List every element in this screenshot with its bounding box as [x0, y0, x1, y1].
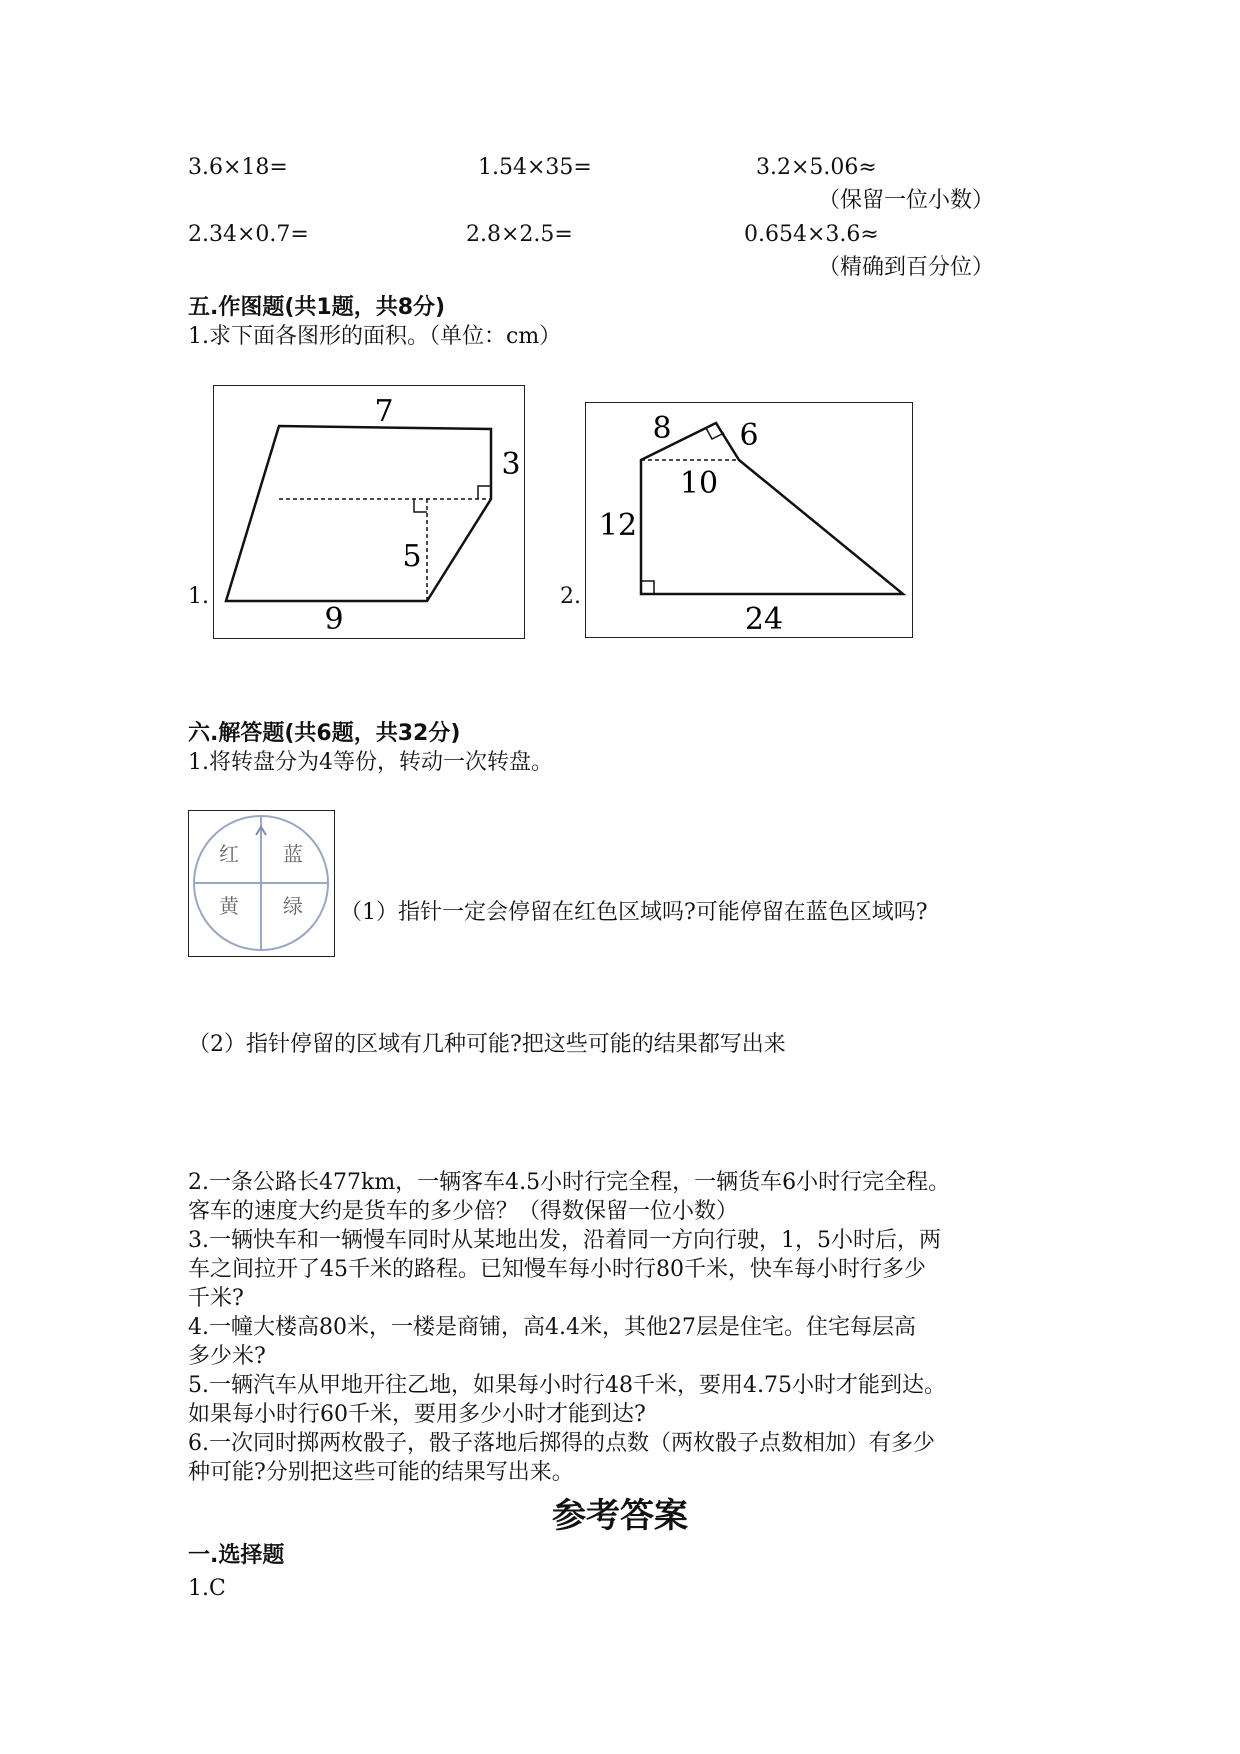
- fig1-height-label: 5: [402, 539, 422, 574]
- section6-q3-line1: 3.一辆快车和一辆慢车同时从某地出发，沿着同一方向行驶，1，5小时后，两: [188, 1228, 941, 1253]
- calc-r2c2: 2.8×2.5=: [466, 222, 573, 247]
- section6-q1-part2: （2）指针停留的区域有几种可能?把这些可能的结果都写出来: [188, 1032, 786, 1057]
- section6-q4-line1: 4.一幢大楼高80米，一楼是商铺，高4.4米，其他27层是住宅。住宅每层高: [188, 1315, 916, 1340]
- section6-q3-line3: 千米?: [188, 1286, 244, 1311]
- spinner-yellow-label: 黄: [219, 894, 239, 918]
- fig2-c-label: 10: [679, 466, 719, 501]
- calc-r2c3: 0.654×3.6≈: [744, 222, 879, 247]
- fig2-left-label: 12: [598, 508, 638, 543]
- section6-q5-line2: 如果每小时行60千米，要用多少小时才能到达?: [188, 1402, 646, 1427]
- answers-title: 参考答案: [552, 1496, 688, 1536]
- fig2-label: 2.: [560, 584, 581, 609]
- section6-q6-line2: 种可能?分别把这些可能的结果写出来。: [188, 1460, 574, 1485]
- fig2-b-label: 6: [739, 418, 759, 453]
- fig1-label: 1.: [188, 584, 209, 609]
- section6-q1-part1: （1）指针一定会停留在红色区域吗?可能停留在蓝色区域吗?: [340, 900, 928, 925]
- section6-q6-line1: 6.一次同时掷两枚骰子，骰子落地后掷得的点数（两枚骰子点数相加）有多少: [188, 1431, 935, 1456]
- spinner-figure: [188, 810, 335, 957]
- section6-q3-line2: 车之间拉开了45千米的路程。已知慢车每小时行80千米，快车每小时行多少: [188, 1257, 926, 1282]
- calc-r2c1: 2.34×0.7=: [188, 222, 309, 247]
- calc-r1c3: 3.2×5.06≈: [756, 155, 877, 180]
- section6-heading: 六.解答题(共6题，共32分): [188, 721, 461, 746]
- calc-r1c3-note: （保留一位小数）: [818, 188, 995, 213]
- fig1-top-label: 7: [374, 394, 394, 429]
- parallelogram-figure: [213, 385, 525, 639]
- fig2-a-label: 8: [652, 411, 672, 446]
- answer-1: 1.C: [188, 1576, 226, 1601]
- fig1-right-label: 3: [501, 447, 521, 482]
- answers-heading1: 一.选择题: [188, 1543, 285, 1568]
- section6-q2-line2: 客车的速度大约是货车的多少倍？（得数保留一位小数）: [188, 1199, 739, 1224]
- spinner-green-label: 绿: [283, 894, 303, 918]
- calc-r1c2: 1.54×35=: [478, 155, 592, 180]
- spinner-red-label: 红: [219, 842, 239, 866]
- fig2-bottom-label: 24: [744, 602, 784, 637]
- fig1-bottom-label: 9: [324, 602, 344, 637]
- section6-q4-line2: 多少米?: [188, 1344, 266, 1369]
- section5-q1: 1.求下面各图形的面积。（单位：cm）: [188, 324, 562, 349]
- spinner-blue-label: 蓝: [283, 842, 303, 866]
- section6-q2-line1: 2.一条公路长477km，一辆客车4.5小时行完全程，一辆货车6小时行完全程。: [188, 1170, 951, 1195]
- calc-r1c1: 3.6×18=: [188, 155, 288, 180]
- composite-figure: [585, 402, 913, 638]
- section6-q5-line1: 5.一辆汽车从甲地开往乙地，如果每小时行48千米，要用4.75小时才能到达。: [188, 1373, 946, 1398]
- section5-heading: 五.作图题(共1题，共8分): [188, 295, 446, 320]
- calc-r2c3-note: （精确到百分位）: [818, 255, 995, 280]
- section6-q1: 1.将转盘分为4等份，转动一次转盘。: [188, 750, 553, 775]
